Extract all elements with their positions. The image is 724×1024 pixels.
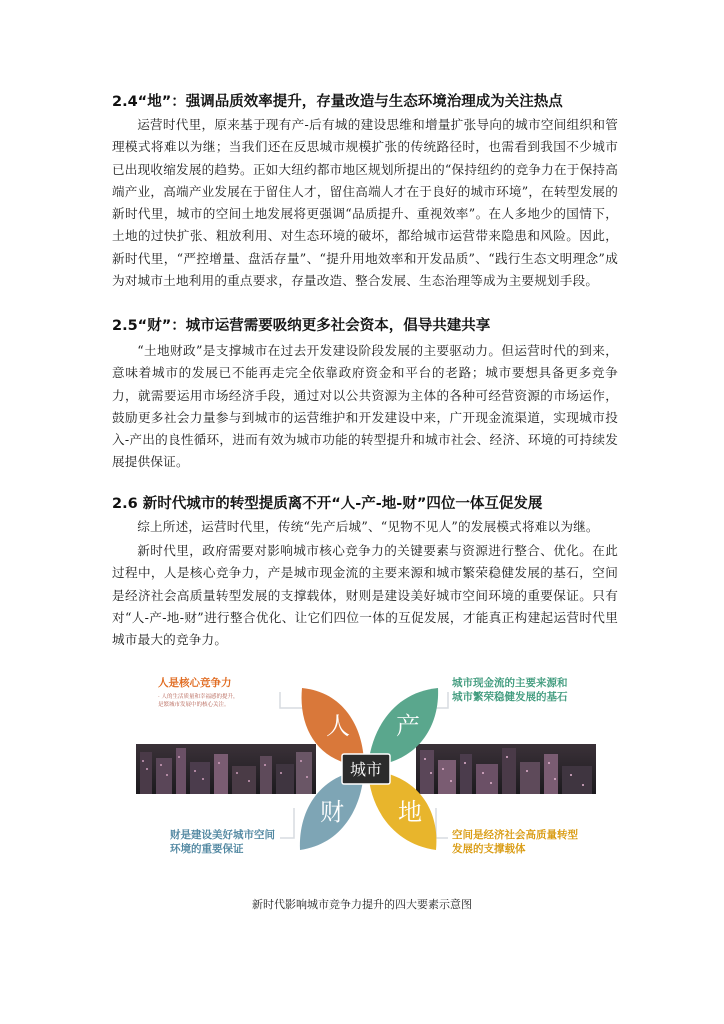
bracket-bottom-left — [280, 808, 294, 838]
petal-label-cai: 财 — [320, 798, 344, 826]
section-heading-2-4: 2.4“地”：强调品质效率提升，存量改造与生态环境治理成为关注热点 — [112, 94, 563, 110]
section-heading-2-6: 2.6 新时代城市的转型提质离不开“人-产-地-财”四位一体互促发展 — [112, 496, 543, 512]
petal-label-chan: 产 — [396, 712, 420, 740]
center-label: 城市 — [350, 760, 383, 779]
section-heading-2-5: 2.5“财”：城市运营需要吸纳更多社会资本，倡导共建共享 — [112, 318, 491, 334]
section-2-5-paragraph: “土地财政”是支撑城市在过去开发建设阶段发展的主要驱动力。但运营时代的到来，意味着城市的发展已不能再走完全依靠政府资金和平台的老路；城市要想具备更多竞争力，就需要运用市场经济手段，通过对以公共资源为主体的各种可经营资源的市场运作，鼓励更多社会力量参与到城市的运营维护和开发建设中来，广开现金流渠道，实现城市投入-产出的良性循环，进而有效为城市功能的转型提升和城市社会、经济、环境的可持续发展提供保证。 — [112, 343, 618, 470]
petal-label-ren: 人 — [326, 712, 350, 740]
callout-ren-note-1: · 人的生活质量和幸福感的提升， — [158, 694, 239, 700]
callout-di-title-2: 发展的支撑载体 — [452, 843, 526, 855]
callout-cai-title-2: 环境的重要保证 — [170, 843, 244, 855]
bracket-bottom-right — [436, 808, 448, 838]
section-2-6-paragraph-1: 综上所述，运营时代里，传统“先产后城”、“见物不见人”的发展模式将难以为继。 — [137, 519, 599, 534]
callout-chan-title-2: 城市繁荣稳健发展的基石 — [452, 691, 568, 703]
city-photo-right — [416, 744, 596, 794]
section-2-4-paragraph: 运营时代里，原来基于现有产-后有城的建设思维和增量扩张导向的城市空间组织和管理模式将难以为继；当我们还在反思城市规模扩张的传统路径时，也需看到我国不少城市已出现收缩发展的趋势。正如大纽约都市地区规划所提出的“保持纽约的竞争力在于保持高端产业，高端产业发展在于留住人才，留住高端人才在于良好的城市环境”，在转型发展的新时代里，城市的空间土地发展将更强调“品质提升、重视效率”。在人多地少的国情下，土地的过快扩张、粗放利用、对生态环境的破坏，都给城市运营带来隐患和风险。因此，新时代里，“严控增量、盘活存量”、“提升用地效率和开发品质”、“践行生态文明理念”成为对城市土地利用的重点要求，存量改造、整合发展、生态治理等成为主要规划手段。 — [112, 117, 618, 289]
callout-ren-title: 人是核心竞争力 — [158, 677, 232, 689]
four-elements-figure — [130, 668, 600, 868]
callout-chan-title-1: 城市现金流的主要来源和 — [452, 677, 568, 689]
callout-cai-title-1: 财是建设美好城市空间 — [170, 829, 275, 841]
section-2-6-paragraph-2: 新时代里，政府需要对影响城市核心竞争力的关键要素与资源进行整合、优化。在此过程中，人是核心竞争力，产是城市现金流的主要来源和城市繁荣稳健发展的基石，空间是经济社会高质量转型发展的支撑载体，财则是建设美好城市空间环境的重要保证。只有对“人-产-地-财”进行整合优化、让它们四位一体的互促发展，才能真正构建起运营时代里城市最大的竞争力。 — [112, 543, 618, 648]
petal-label-di: 地 — [398, 798, 422, 826]
callout-di-title-1: 空间是经济社会高质量转型 — [452, 829, 578, 841]
callout-ren-note-2: 是繁城市发展中的核心关注。 — [158, 702, 230, 708]
city-photo-left — [136, 744, 316, 794]
figure-caption: 新时代影响城市竞争力提升的四大要素示意图 — [252, 898, 472, 911]
